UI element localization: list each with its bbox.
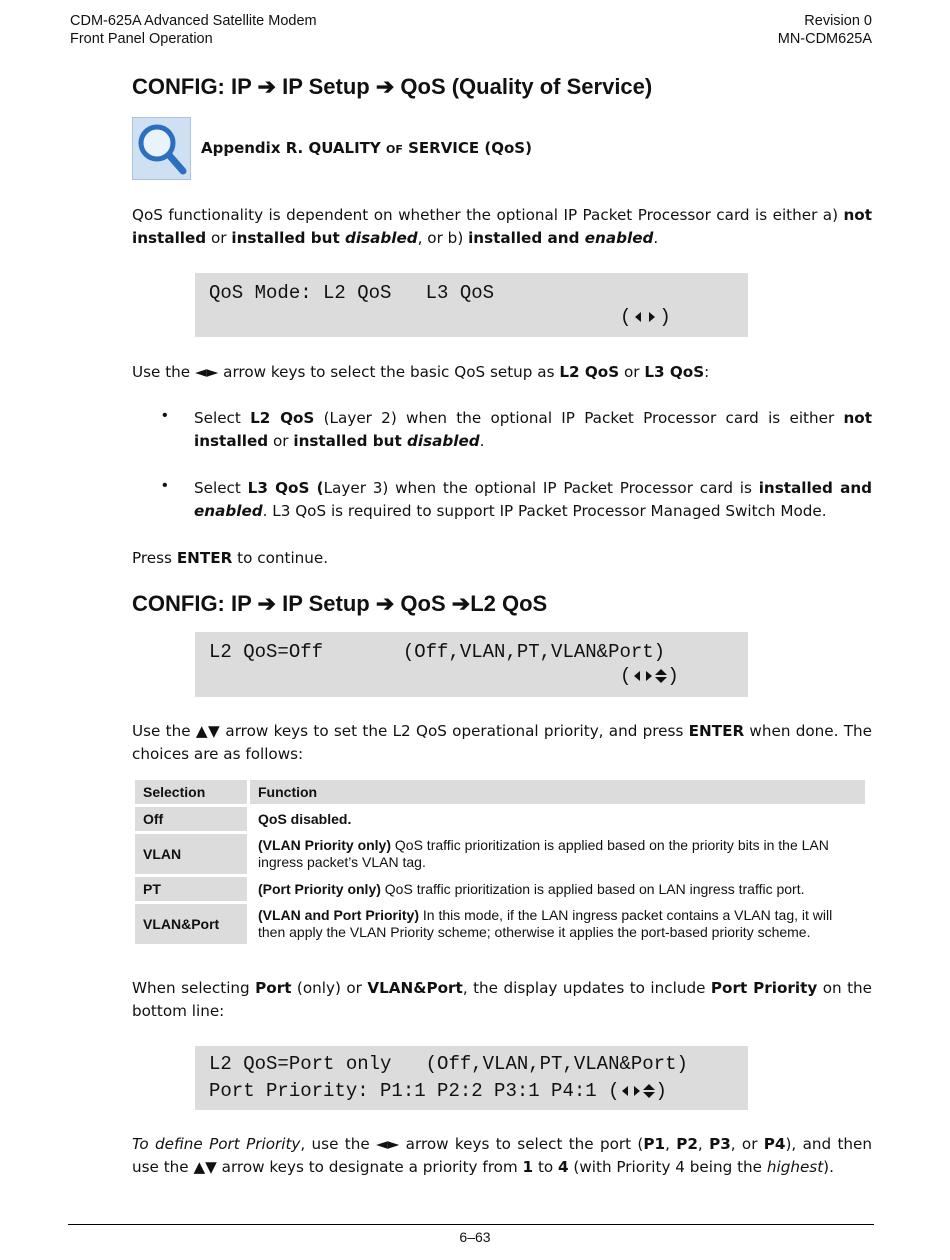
table-row: [135, 807, 865, 831]
section-title-qos: CONFIG: IP ➔ IP Setup ➔ QoS (Quality of Service): [132, 74, 653, 99]
doc-revision: Revision 0: [804, 13, 872, 29]
up-down-arrow-icon: [655, 669, 667, 683]
bullet-marker: •: [162, 407, 168, 424]
magnifier-icon: [132, 117, 191, 180]
paragraph-set-priority: Use the ▲▼ arrow keys to set the L2 QoS operational priority, and press ENTER when done. The choices are as follows:: [132, 722, 872, 763]
paragraph-qos-dependency: QoS functionality is dependent on whether the optional IP Packet Processor card is either a) not installed or installed but disabled, or b) installed and enabled.: [132, 206, 872, 247]
lcd-nav-hint: ( ): [620, 665, 679, 687]
lcd-display-l2-qos: [195, 632, 748, 697]
function-cell: (VLAN Priority only) QoS traffic prioritization is applied based on the priority bits in the LAN ingress packet’s VLAN tag.: [258, 837, 829, 870]
bullet-l3-qos: Select L3 QoS (Layer 3) when the optional IP Packet Processor card is installed and enabled. L3 QoS is required to support IP Packet Processor Managed Switch Mode.: [194, 479, 873, 520]
table-header-row: [135, 780, 865, 804]
arrow-right-icon: ➔: [375, 74, 395, 99]
table-row: [135, 834, 865, 874]
paragraph-select-mode: Use the ◄► arrow keys to select the basic QoS setup as L2 QoS or L3 QoS:: [132, 363, 710, 381]
right-arrow-icon: [646, 671, 652, 681]
selection-cell: PT: [135, 877, 247, 901]
arrow-right-icon: ➔: [375, 591, 395, 616]
doc-number: MN-CDM625A: [777, 31, 872, 47]
table-row: [135, 877, 865, 901]
selection-cell: VLAN&Port: [135, 904, 247, 944]
right-arrow-icon: [649, 312, 655, 322]
left-arrow-icon: [622, 1086, 628, 1096]
lcd-line-2: Port Priority: P1:1 P2:2 P3:1 P4:1 ( ): [209, 1080, 667, 1102]
right-arrow-icon: [634, 1086, 640, 1096]
header-left: [70, 12, 317, 48]
lcd-nav-hint: ( ): [620, 306, 671, 328]
lcd-line-1: QoS Mode: L2 QoS L3 QoS: [209, 282, 495, 304]
appendix-reference: Appendix R. QUALITY OF SERVICE (QoS): [201, 139, 532, 157]
doc-title: CDM-625A Advanced Satellite Modem: [70, 13, 317, 29]
section-title-l2-qos: CONFIG: IP ➔ IP Setup ➔ QoS ➔L2 QoS: [132, 591, 548, 616]
lcd-line-1: L2 QoS=Off (Off,VLAN,PT,VLAN&Port): [209, 641, 666, 663]
table-header-function: Function: [250, 780, 865, 804]
up-down-arrow-icon: [643, 1084, 655, 1098]
left-arrow-icon: [635, 312, 641, 322]
arrow-right-icon: ➔: [451, 591, 471, 616]
arrow-right-icon: ➔: [257, 591, 276, 616]
table-header-selection: Selection: [135, 780, 247, 804]
footer-rule: [68, 1224, 874, 1225]
bullet-marker: •: [162, 477, 168, 494]
function-cell: (VLAN and Port Priority) In this mode, if the LAN ingress packet contains a VLAN tag, it will then apply the VLAN Priority scheme; otherwise it applies the port-based priority scheme.: [258, 907, 833, 940]
function-cell: QoS disabled.: [258, 811, 352, 827]
selection-cell: VLAN: [135, 834, 247, 874]
lcd-display-port-priority: [195, 1046, 748, 1110]
paragraph-port-priority-display: When selecting Port (only) or VLAN&Port, the display updates to include Port Priority on the bottom line:: [132, 979, 872, 1020]
arrow-right-icon: ➔: [257, 74, 276, 99]
lcd-display-qos-mode: [195, 273, 748, 337]
paragraph-define-port-priority: To define Port Priority, use the ◄► arrow keys to select the port (P1, P2, P3, or P4), and then use the ▲▼ arrow keys to designate a priority from 1 to 4 (with Priority 4 being the highest).: [132, 1135, 873, 1176]
page-number: 6–63: [459, 1229, 491, 1245]
left-arrow-icon: [634, 671, 640, 681]
header-right: [778, 12, 872, 48]
table-row: [135, 904, 865, 944]
selection-table: [132, 777, 868, 947]
paragraph-press-enter: Press ENTER to continue.: [132, 549, 329, 567]
bullet-l2-qos: Select L2 QoS (Layer 2) when the optional IP Packet Processor card is either not installed or installed but disabled.: [194, 409, 872, 450]
doc-chapter: Front Panel Operation: [70, 31, 213, 47]
function-cell: (Port Priority only) QoS traffic prioritization is applied based on LAN ingress traffic port.: [258, 881, 805, 897]
selection-cell: Off: [135, 807, 247, 831]
lcd-line-1: L2 QoS=Port only (Off,VLAN,PT,VLAN&Port): [209, 1053, 688, 1075]
